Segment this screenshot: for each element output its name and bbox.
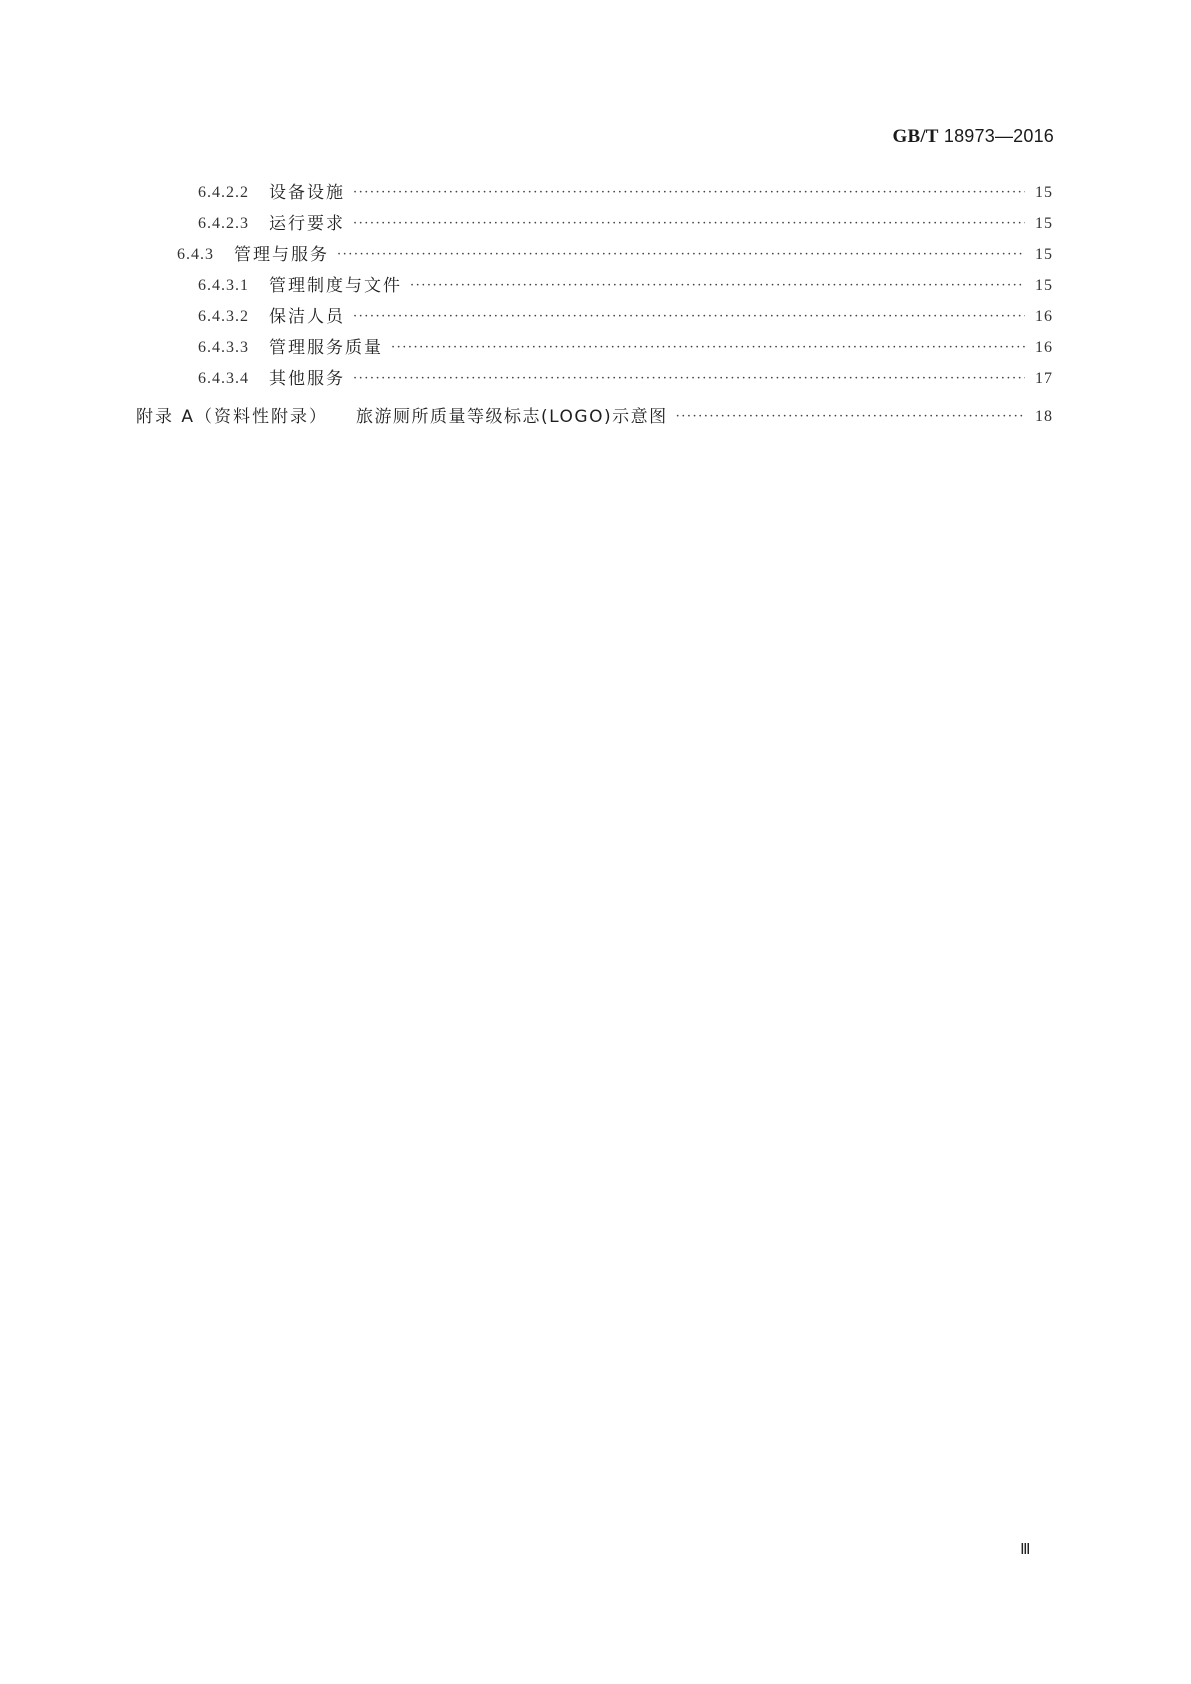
toc-leader-dots	[410, 276, 1025, 296]
toc-entry-page: 18	[1035, 408, 1053, 425]
toc-leader-dots	[676, 407, 1025, 427]
standard-code: GB/T	[892, 126, 939, 147]
toc-entry-page: 17	[1035, 370, 1053, 387]
toc-entry-number: 6.4.2.3	[198, 215, 249, 232]
toc-entry-number: 6.4.2.2	[198, 184, 249, 201]
toc-leader-dots	[353, 369, 1025, 389]
standard-number: 18973—2016	[943, 126, 1054, 146]
toc-entry-title: 其他服务	[269, 369, 345, 389]
toc-entry-title: 保洁人员	[269, 307, 345, 327]
toc-entry-title: 运行要求	[269, 214, 345, 234]
toc-entry-number: 6.4.3.1	[198, 277, 249, 294]
toc-leader-dots	[391, 338, 1025, 358]
toc-leader-dots	[353, 183, 1025, 203]
toc-entry-page: 15	[1035, 277, 1053, 294]
standard-header	[892, 126, 1054, 148]
toc-entry-6-4-3-4[interactable]	[198, 367, 1053, 391]
page-number: Ⅲ	[1020, 1542, 1031, 1558]
toc-entry-title: 管理制度与文件	[269, 276, 402, 296]
toc-entry-title: 管理服务质量	[269, 338, 383, 358]
appendix-title: 旅游厕所质量等级标志(LOGO)示意图	[356, 407, 668, 427]
toc-entry-number: 6.4.3.2	[198, 308, 249, 325]
toc-entry-6-4-3-1[interactable]	[198, 274, 1053, 298]
toc-leader-dots	[337, 245, 1025, 265]
toc-entry-page: 16	[1035, 308, 1053, 325]
toc-entry-number: 6.4.3.4	[198, 370, 249, 387]
toc-entry-page: 15	[1035, 215, 1053, 232]
toc-leader-dots	[353, 307, 1025, 327]
toc-entry-page: 16	[1035, 339, 1053, 356]
toc-entry-number: 6.4.3	[177, 246, 214, 263]
toc-entry-title: 管理与服务	[234, 245, 329, 265]
toc-entry-title: 设备设施	[269, 183, 345, 203]
toc-entry-6-4-2-3[interactable]	[198, 212, 1053, 236]
toc-entry-appendix-a[interactable]	[136, 405, 1053, 429]
toc-entry-6-4-3-3[interactable]	[198, 336, 1053, 360]
toc-entry-6-4-2-2[interactable]	[198, 181, 1053, 205]
toc-entry-6-4-3[interactable]	[177, 243, 1053, 267]
toc-entry-number: 6.4.3.3	[198, 339, 249, 356]
toc-entry-page: 15	[1035, 246, 1053, 263]
toc-leader-dots	[353, 214, 1025, 234]
toc-entry-6-4-3-2[interactable]	[198, 305, 1053, 329]
appendix-label: 附录 A（资料性附录）	[136, 407, 329, 427]
toc-entry-page: 15	[1035, 184, 1053, 201]
